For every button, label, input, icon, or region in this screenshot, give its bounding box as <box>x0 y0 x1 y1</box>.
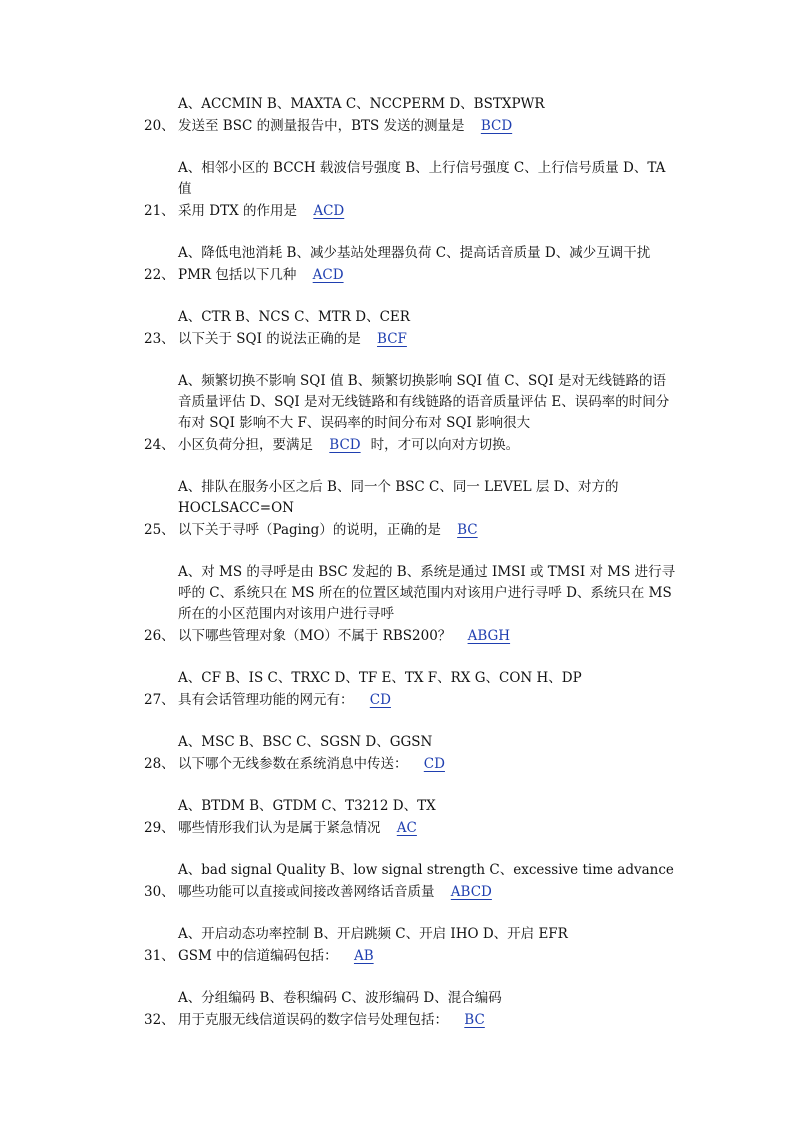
options-30: A、开启动态功率控制 B、开启跳频 C、开启 IHO D、开启 EFR <box>178 926 568 942</box>
question-22 <box>0 264 698 286</box>
question-text: 哪些情形我们认为是属于紧急情况 <box>178 820 381 836</box>
question-text: 哪些功能可以直接或间接改善网络话音质量 <box>178 884 435 900</box>
answer: ACD <box>313 203 345 219</box>
question-number: 20、 <box>144 118 175 134</box>
question-number: 24、 <box>144 437 175 453</box>
options-23: A、频繁切换不影响 SQI 值 B、频繁切换影响 SQI 值 C、SQI 是对无线链路的语音质量评估 D、SQI 是对无线链路和有线链路的语音质量评估 E、误码率的时间分布对 SQI 影响不大 F、误码率的时间分布对 SQI 影响很大 <box>178 373 670 431</box>
options-31: A、分组编码 B、卷积编码 C、波形编码 D、混合编码 <box>178 990 502 1006</box>
options-19: A、ACCMIN B、MAXTA C、NCCPERM D、BSTXPWR <box>178 96 545 112</box>
question-number: 23、 <box>144 331 175 347</box>
answer: CD <box>369 692 391 708</box>
answer: AB <box>353 948 374 964</box>
question-28 <box>0 753 698 775</box>
options-24: A、排队在服务小区之后 B、同一个 BSC C、同一 LEVEL 层 D、对方的 HOCLSACC=ON <box>178 479 619 516</box>
question-text: 用于克服无线信道误码的数字信号处理包括： <box>178 1012 448 1028</box>
question-text: 发送至 BSC 的测量报告中，BTS 发送的测量是 <box>178 118 465 134</box>
question-23 <box>0 328 698 350</box>
question-text: GSM 中的信道编码包括： <box>178 948 338 964</box>
question-text: 具有会话管理功能的网元有： <box>178 692 354 708</box>
answer: ABGH <box>467 628 511 644</box>
options-26: A、CF B、IS C、TRXC D、TF E、TX F、RX G、CON H、DP <box>178 670 582 686</box>
question-30 <box>0 881 698 903</box>
question-number: 22、 <box>144 267 175 283</box>
question-27 <box>0 689 698 711</box>
answer: AC <box>396 820 417 836</box>
options-28: A、BTDM B、GTDM C、T3212 D、TX <box>178 798 436 814</box>
answer: BCF <box>377 331 407 347</box>
question-number: 27、 <box>144 692 175 708</box>
question-text: 以下哪些管理对象（MO）不属于 RBS200？ <box>178 628 452 644</box>
question-number: 26、 <box>144 628 175 644</box>
question-number: 30、 <box>144 884 175 900</box>
answer: BC <box>457 522 478 538</box>
question-25 <box>0 519 698 541</box>
options-25: A、对 MS 的寻呼是由 BSC 发起的 B、系统是通过 IMSI 或 TMSI 对 MS 进行寻呼的 C、系统只在 MS 所在的位置区域范围内对该用户进行寻呼 D、系统只在 MS 所在的小区范围内对该用户进行寻呼 <box>178 564 676 622</box>
question-26 <box>0 625 698 647</box>
answer: BCD <box>329 437 361 453</box>
options-27: A、MSC B、BSC C、SGSN D、GGSN <box>178 734 433 750</box>
answer: CD <box>423 756 445 772</box>
question-text: PMR 包括以下几种 <box>178 267 297 283</box>
question-number: 31、 <box>144 948 175 964</box>
options-29: A、bad signal Quality B、low signal strength C、excessive time advance <box>178 862 674 878</box>
question-20 <box>0 115 698 137</box>
options-22: A、CTR B、NCS C、MTR D、CER <box>178 309 410 325</box>
question-number: 25、 <box>144 522 175 538</box>
question-number: 21、 <box>144 203 175 219</box>
question-number: 29、 <box>144 820 175 836</box>
options-21: A、降低电池消耗 B、减少基站处理器负荷 C、提高话音质量 D、减少互调干扰 <box>178 245 651 261</box>
question-text: 小区负荷分担，要满足 <box>178 437 313 453</box>
question-24 <box>0 434 698 456</box>
question-number: 32、 <box>144 1012 175 1028</box>
question-list <box>0 92 800 1052</box>
answer: BC <box>464 1012 485 1028</box>
question-31 <box>0 945 698 967</box>
options-20: A、相邻小区的 BCCH 载波信号强度 B、上行信号强度 C、上行信号质量 D、TA 值 <box>178 160 666 197</box>
question-text: 以下关于寻呼（Paging）的说明，正确的是 <box>178 522 441 538</box>
question-32 <box>0 1009 698 1031</box>
question-text: 以下哪个无线参数在系统消息中传送： <box>178 756 408 772</box>
question-text: 采用 DTX 的作用是 <box>178 203 298 219</box>
question-29 <box>0 817 698 839</box>
question-text-suffix: 时，才可以向对方切换。 <box>370 437 520 453</box>
question-number: 28、 <box>144 756 175 772</box>
question-21 <box>0 200 698 222</box>
answer: BCD <box>480 118 513 134</box>
answer: ACD <box>312 267 344 283</box>
answer: ABCD <box>450 884 492 900</box>
question-text: 以下关于 SQI 的说法正确的是 <box>178 331 361 347</box>
